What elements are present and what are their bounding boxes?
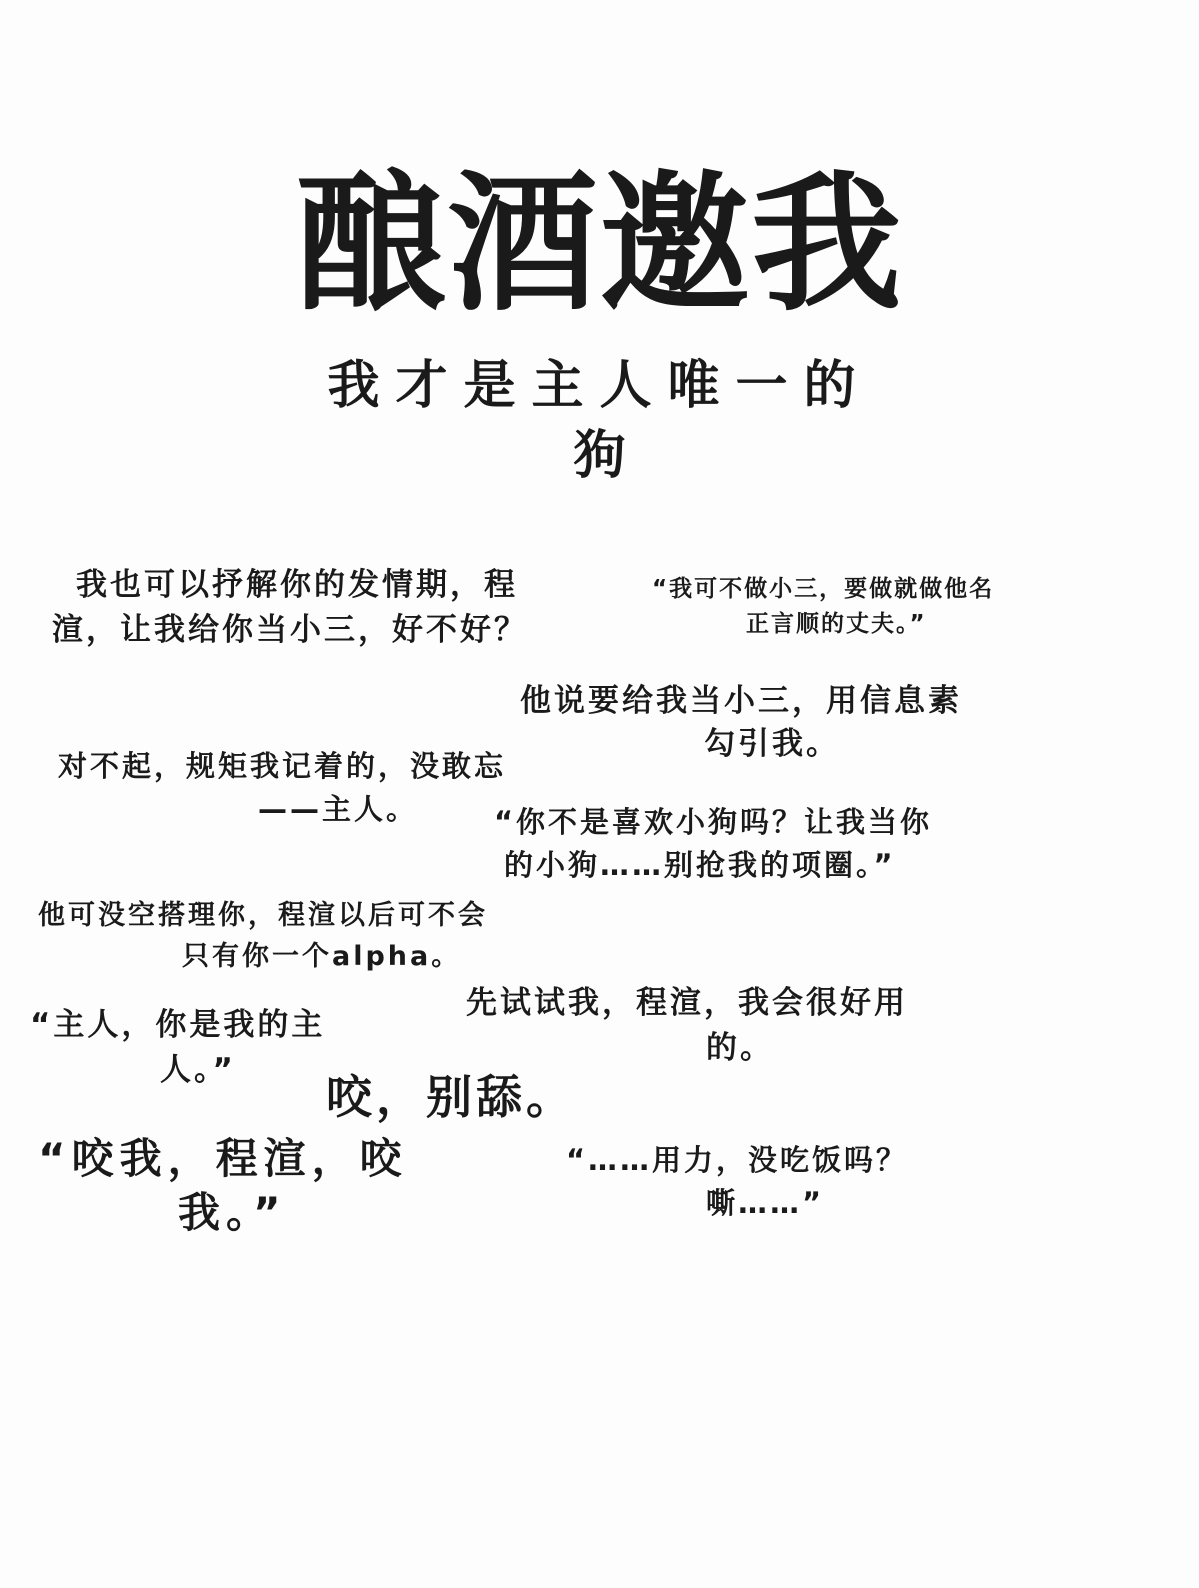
page-title: 酿酒邀我 — [295, 158, 904, 332]
quote-line: 的小狗……别抢我的项圈。” — [504, 848, 896, 882]
quote-line: “咬我，程渲，咬 — [38, 1134, 408, 1183]
quote-line: 他可没空搭理你，程渲以后可不会 — [38, 900, 488, 931]
quote-note — [58, 749, 507, 826]
quote-line: “你不是喜欢小狗吗？让我当你 — [494, 805, 933, 839]
quote-note — [326, 1070, 576, 1124]
quote-note — [652, 578, 994, 636]
quote-note — [38, 1134, 408, 1237]
quote-note — [566, 1143, 909, 1220]
quote-line: 我也可以抒解你的发情期，程 — [76, 567, 518, 603]
quote-note — [466, 985, 908, 1066]
quote-line: 的。 — [706, 1030, 774, 1066]
quote-note — [30, 1007, 326, 1088]
quote-line: “……用力，没吃饭吗？ — [566, 1143, 909, 1177]
quote-line: 他说要给我当小三，用信息素 — [520, 683, 962, 719]
quote-line: 正言顺的丈夫。” — [746, 611, 927, 637]
quote-note — [520, 683, 962, 762]
quote-line: 咬，别舔。 — [326, 1070, 576, 1124]
subtitle-line-1: 我才是主人唯一的 — [327, 356, 872, 416]
quote-line: ——主人。 — [258, 792, 419, 826]
quote-line: 我。” — [178, 1188, 287, 1237]
quote-note — [38, 902, 488, 970]
quote-line: 先试试我，程渲，我会很好用 — [466, 985, 908, 1021]
quote-line: 对不起，规矩我记着的，没敢忘 — [58, 749, 507, 783]
quote-line: 渲，让我给你当小三，好不好？ — [52, 612, 528, 648]
quote-line: “主人，你是我的主 — [30, 1007, 326, 1043]
quote-line: 勾引我。 — [704, 726, 840, 762]
quote-line: 人。” — [160, 1052, 236, 1088]
subtitle-line-2: 狗 — [573, 426, 626, 486]
quote-line: “我可不做小三，要做就做他名 — [652, 576, 995, 602]
quote-line: 只有你一个alpha。 — [182, 941, 462, 972]
quote-note — [52, 567, 528, 648]
quote-note — [494, 805, 933, 882]
quote-line: 嘶……” — [706, 1186, 825, 1220]
